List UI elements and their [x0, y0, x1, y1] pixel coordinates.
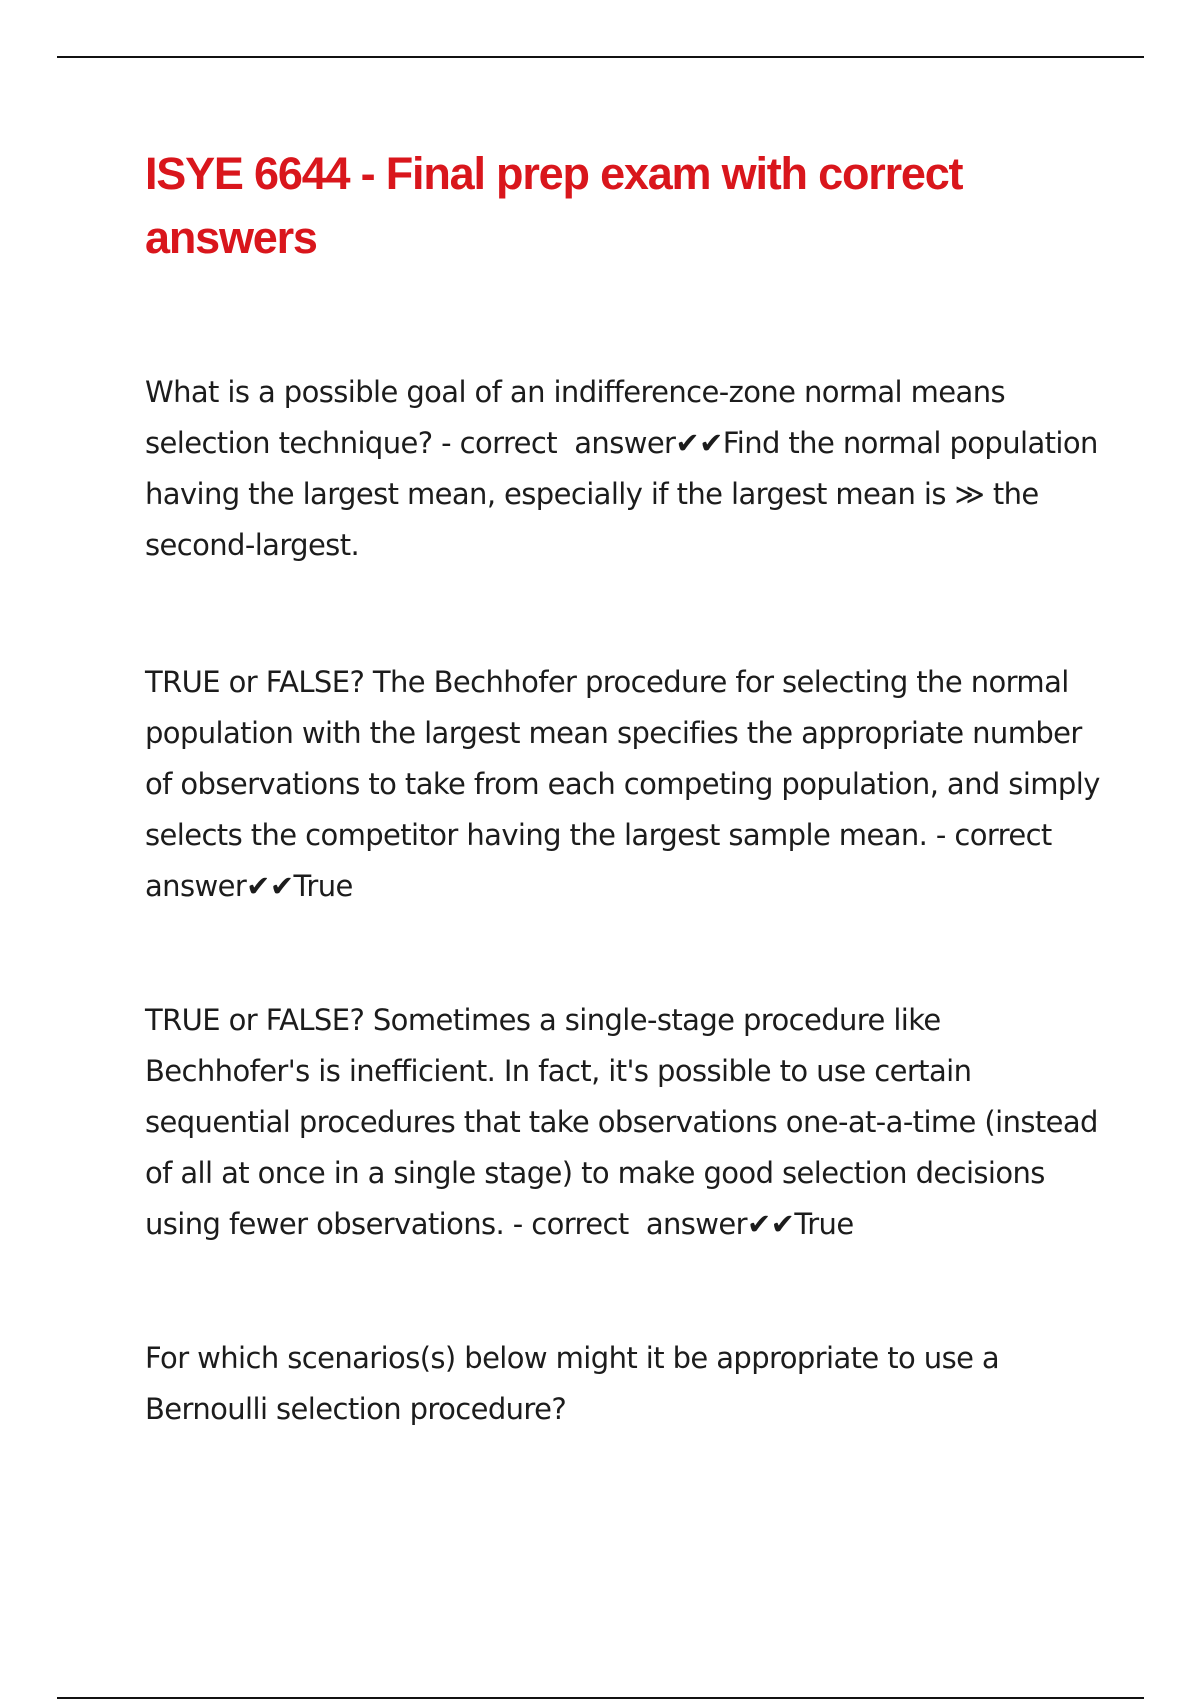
top-divider: [57, 56, 1144, 58]
question-4: For which scenarios(s) below might it be appropriate to use a Bernoulli selection procedure?: [145, 1341, 1008, 1426]
question-answer-1: What is a possible goal of an indifference-zone normal means selection technique? - correct answer✔✔Find the normal population having the largest mean, especially if the largest mean is ≫ the second-largest.: [145, 375, 1107, 562]
document-title: ISYE 6644 - Final prep exam with correct answers: [145, 148, 963, 263]
question-answer-3: TRUE or FALSE? Sometimes a single-stage procedure like Bechhofer's is inefficient. In fact, it's possible to use certain sequential procedures that take observations one-at-a-time (instead of all at once in a single stage) to make good selection decisions using fewer observations. - correct answer✔✔True: [145, 1003, 1107, 1241]
bottom-divider: [57, 1697, 1144, 1699]
question-answer-2: TRUE or FALSE? The Bechhofer procedure for selecting the normal population with the largest mean specifies the appropriate number of observations to take from each competing population, and simply selects the competitor having the largest sample mean. - correct answer✔✔True: [145, 665, 1109, 903]
